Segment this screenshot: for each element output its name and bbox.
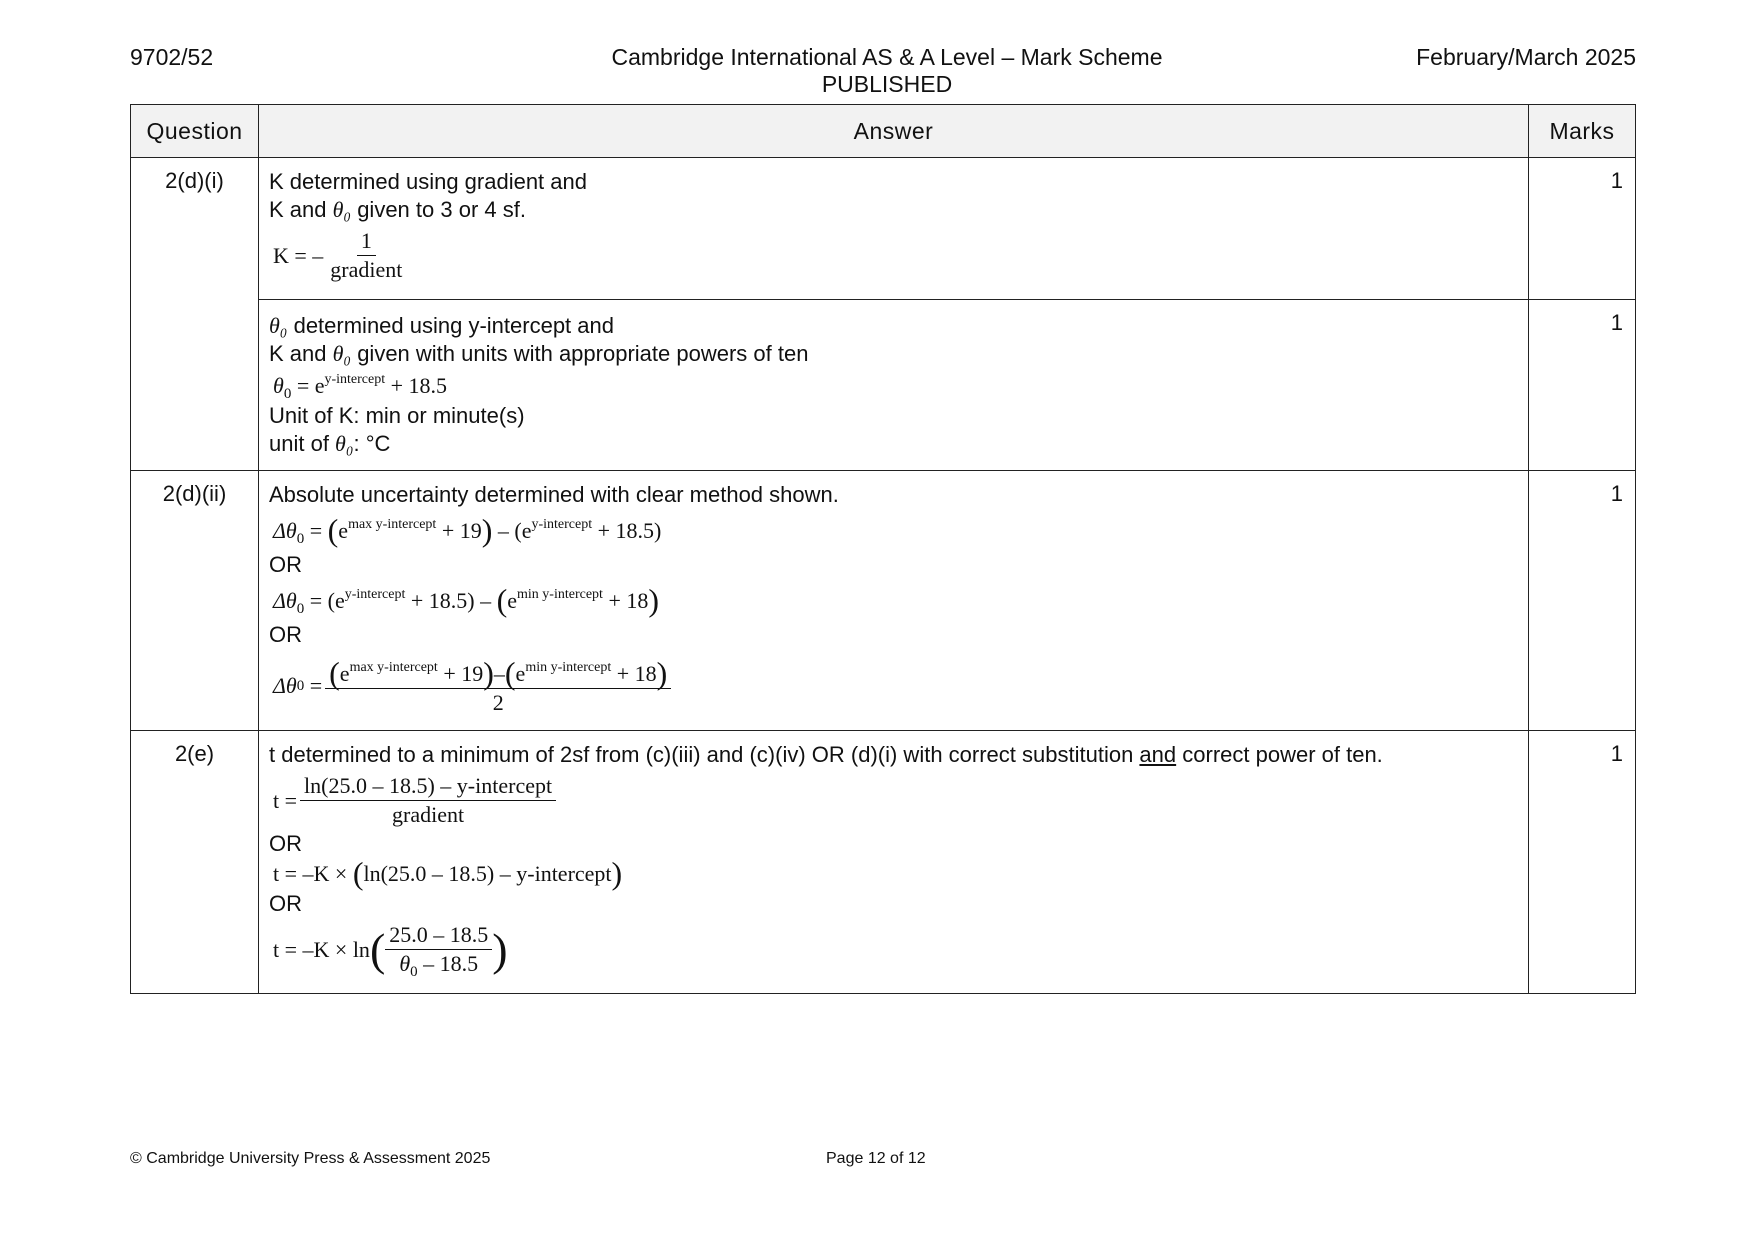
or-label: OR	[269, 831, 302, 856]
subscript: 0	[296, 601, 305, 617]
answer-text-segment: determined using y-intercept and	[287, 313, 614, 338]
marks-value: 1	[1529, 731, 1636, 994]
table-row	[131, 158, 1636, 300]
question-number: 2(e)	[131, 731, 259, 994]
equation-text: e	[521, 518, 532, 543]
answer-text: K determined using gradient and	[269, 169, 587, 194]
theta-symbol: θ₀	[332, 341, 352, 366]
fraction-numerator: $(e^{max y-intercept} + 19)-(e^{min y-intercept} + 18)$	[325, 655, 671, 689]
marks-value: 1	[1529, 158, 1636, 300]
answer-text-segment: given to 3 or 4 sf.	[351, 197, 526, 222]
theta-symbol: θ	[399, 951, 411, 976]
answer-cell	[259, 300, 1529, 471]
answer-column-header: Answer	[259, 105, 1529, 158]
answer-text-segment: t determined to a minimum of 2sf from (c)(iii) and (c)(iv) OR (d)(i) with correct substitution	[269, 742, 1140, 767]
table-row	[131, 471, 1636, 731]
theta-symbol: θ₀	[332, 197, 352, 222]
equation	[273, 773, 1518, 828]
question-number: 2(d)(i)	[131, 158, 259, 471]
fraction-numerator: 25.0 – 18.5	[385, 922, 492, 950]
equation-lhs: t =	[273, 787, 298, 813]
equation-lhs: K = –	[273, 242, 324, 268]
equation: t = –K × ln ( $\frac{25.0 - 18.5}{\theta_0 - 18.5}$ )	[273, 922, 508, 980]
equation: $\Delta\theta_0 = (e^{max y-intercept} + 19) - (e^{y-intercept} + 18.5)$	[273, 512, 662, 548]
equation-text: + 18.5	[405, 588, 468, 613]
equation-text: + 18	[611, 661, 657, 686]
subscript: 0	[283, 386, 292, 402]
superscript: min y-intercept	[517, 587, 603, 602]
fraction-denominator: gradient	[392, 802, 465, 827]
equation-text: + 19	[436, 518, 482, 543]
underlined-and: and	[1139, 742, 1177, 767]
answer-text: Absolute uncertainty determined with clear method shown.	[269, 482, 839, 507]
fraction-numerator: ln(25.0 – 18.5) – y-intercept	[300, 773, 556, 801]
delta-theta-symbol: Δθ	[273, 672, 297, 698]
marks-value: 1	[1529, 300, 1636, 471]
answer-text-segment: unit of	[269, 431, 336, 456]
equation-text: e	[515, 661, 526, 686]
theta-symbol: θ₀	[335, 431, 354, 456]
question-column-header: Question	[131, 105, 259, 158]
or-label: OR	[269, 891, 302, 916]
table-row	[131, 300, 1636, 471]
equation-text: + 18.5	[592, 518, 655, 543]
page-number: Page 12 of 12	[826, 1150, 926, 1167]
superscript: y-intercept	[344, 587, 406, 602]
equation-text: t = –K × ln	[273, 936, 370, 962]
equation	[273, 372, 1518, 400]
superscript: max y-intercept	[349, 660, 438, 675]
equation-text: + 18.5	[385, 373, 448, 398]
fraction-denominator: gradient	[330, 257, 403, 282]
superscript: max y-intercept	[348, 517, 437, 532]
answer-text	[269, 312, 1518, 340]
marks-value: 1	[1529, 471, 1636, 731]
subscript: 0	[410, 964, 418, 980]
fraction	[385, 922, 492, 980]
superscript: min y-intercept	[525, 660, 612, 675]
theta-symbol: θ	[273, 373, 284, 398]
equation-text: e	[339, 661, 350, 686]
mark-scheme-title: Cambridge International AS & A Level – Mark Scheme	[611, 44, 1163, 70]
answer-text-segment: K and	[269, 197, 333, 222]
equation-text: e	[338, 518, 349, 543]
equation-text: e	[507, 588, 518, 613]
answer-text-segment: K and	[269, 341, 333, 366]
mark-scheme-table	[130, 104, 1636, 994]
superscript: y-intercept	[324, 372, 386, 387]
equation-text: = e	[291, 373, 325, 398]
answer-text	[269, 741, 1518, 769]
answer-text-segment: correct power of ten.	[1176, 742, 1383, 767]
equation: Δθ 0 = $\frac{(e^{max y-intercept} + 19)-(e^{min y-intercept} + 18)}{2}$	[273, 655, 1518, 716]
equation-text: t = –K ×	[273, 861, 353, 886]
equation	[273, 228, 1518, 283]
answer-text	[269, 196, 1518, 224]
answer-text	[269, 340, 1518, 368]
superscript: y-intercept	[531, 517, 593, 532]
equation: $\Delta\theta_0 = (e^{y-intercept} + 18.5) - (e^{min y-intercept} + 18)$	[273, 582, 660, 618]
equation-text: + 18	[602, 588, 649, 613]
answer-text-segment: : °C	[353, 431, 391, 456]
table-header-row	[131, 105, 1636, 158]
answer-text-segment: given with units with appropriate powers of ten	[351, 341, 809, 366]
or-label: OR	[269, 622, 302, 647]
equation-text: – 18.5	[417, 951, 479, 976]
fraction	[326, 228, 406, 283]
copyright-notice: © Cambridge University Press & Assessment 2025	[130, 1150, 491, 1167]
table-row	[131, 731, 1636, 994]
delta-theta-symbol: Δθ	[273, 588, 297, 613]
fraction	[300, 773, 556, 828]
fraction	[325, 655, 671, 716]
equation-text: ln(25.0 – 18.5) – y-intercept	[363, 861, 612, 886]
answer-text: Unit of K: min or minute(s)	[269, 403, 525, 428]
paper-code: 9702/52	[130, 44, 214, 70]
question-number: 2(d)(ii)	[131, 471, 259, 731]
equation: t = –K × (ln(25.0 – 18.5) – y-intercept)	[273, 855, 623, 891]
equation-text: e	[334, 588, 345, 613]
equation-text: + 19	[437, 661, 484, 686]
answer-cell	[259, 731, 1529, 994]
subscript: 0	[296, 531, 305, 547]
answer-text	[269, 430, 1518, 458]
fraction-denominator	[395, 950, 482, 980]
delta-theta-symbol: Δθ	[273, 518, 297, 543]
or-label: OR	[269, 552, 302, 577]
exam-session: February/March 2025	[1416, 44, 1636, 70]
marks-column-header: Marks	[1529, 105, 1636, 158]
published-label: PUBLISHED	[821, 71, 953, 97]
fraction-numerator: 1	[357, 228, 376, 256]
answer-cell	[259, 471, 1529, 731]
fraction-denominator: 2	[492, 690, 504, 715]
theta-symbol: θ₀	[269, 313, 288, 338]
answer-cell	[259, 158, 1529, 300]
